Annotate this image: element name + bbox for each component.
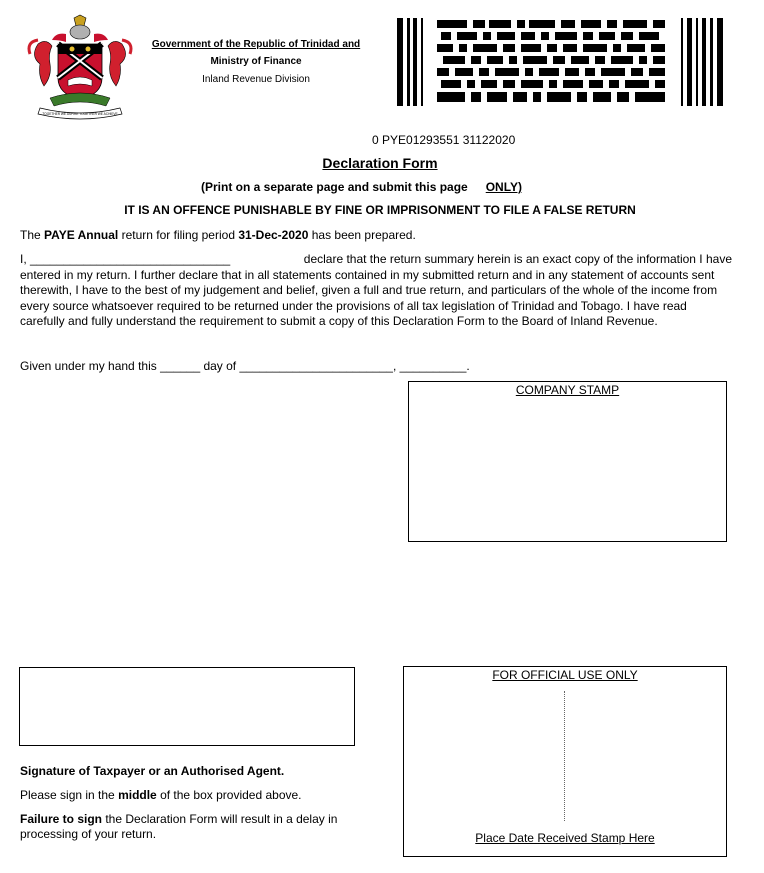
government-line: Government of the Republic of Trinidad and [151, 39, 361, 50]
document-id: 0 PYE01293551 31122020 [372, 133, 516, 147]
prepared-statement: The PAYE Annual return for filing period 31-Dec-2020 has been prepared. [20, 228, 416, 242]
given-under-hand-line: Given under my hand this ______ day of _______________________, __________. [20, 359, 470, 373]
svg-text:TOGETHER WE ASPIRE TOGETHER WE: TOGETHER WE ASPIRE TOGETHER WE ACHIEVE [42, 112, 118, 116]
signature-box[interactable] [19, 667, 355, 746]
declaration-text: I, ______________________________ declare that the return summary herein is an exact copy of the information I have entered in my return. I further declare that in all statements contained in my submitted return and in any statement of accounts sent therewith, I have to the best of my judgement and belief, given a full and true return, and particulars of the whole of the income from every source whatsoever required to be returned under the provisions of all tax legislation of Trinidad and Tobago. I have read carefully and fully understand the requirement to submit a copy of this Declaration Form to the Board of Inland Revenue. [20, 252, 732, 328]
sign-instruction: Please sign in the middle of the box provided above. [20, 788, 302, 802]
official-use-box [403, 666, 727, 857]
company-stamp-label: COMPANY STAMP [515, 383, 620, 397]
print-instruction: (Print on a separate page and submit this page ONLY) [201, 180, 522, 194]
division-name: Inland Revenue Division [202, 74, 310, 85]
failure-warning: Failure to sign the Declaration Form will result in a delay in processing of your return. [20, 812, 338, 841]
date-received-label: Place Date Received Stamp Here [475, 831, 655, 845]
page-title: Declaration Form [322, 155, 438, 171]
offence-warning: IT IS AN OFFENCE PUNISHABLE BY FINE OR IMPRISONMENT TO FILE A FALSE RETURN [124, 203, 636, 217]
ministry-name: Ministry of Finance [210, 56, 302, 67]
signature-title: Signature of Taxpayer or an Authorised Agent. [20, 764, 285, 778]
coat-of-arms-logo [24, 14, 136, 120]
dotted-guide [564, 691, 565, 821]
barcode [397, 18, 723, 106]
official-use-label: FOR OFFICIAL USE ONLY [492, 668, 638, 682]
company-stamp-box [408, 381, 727, 542]
